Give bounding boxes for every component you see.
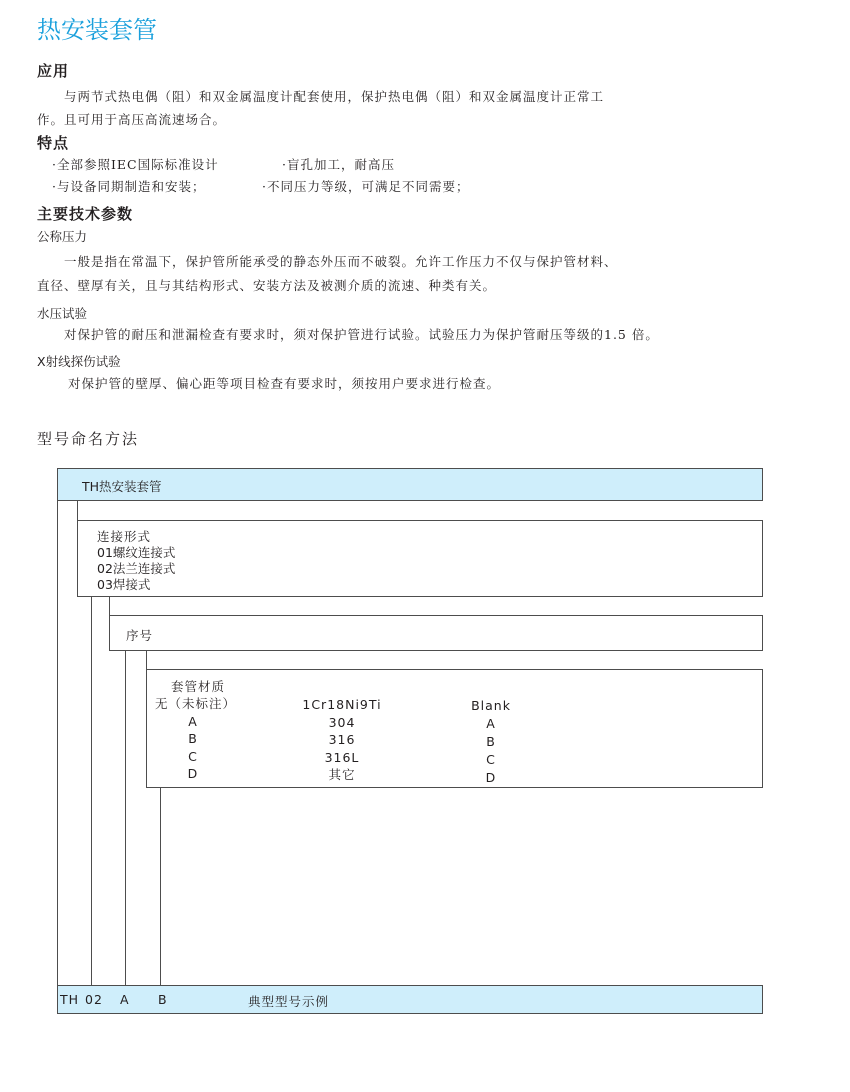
material-name-column: [297, 696, 387, 784]
connection-option: 01螺纹连接式: [97, 545, 176, 560]
connector-line: [160, 787, 161, 988]
material-code: B: [188, 731, 198, 746]
connection-box: [77, 520, 763, 597]
material-code: C: [188, 748, 198, 764]
feature-item: ·不同压力等级，可满足不同需要；: [262, 179, 470, 194]
material-name: 其它: [328, 767, 356, 782]
blank-code: C: [486, 752, 496, 767]
hydro-test-heading: 水压试验: [37, 306, 88, 321]
xray-test-line1: 对保护管的壁厚、偏心距等项目检查有要求时，须按用户要求进行检查。: [68, 376, 501, 391]
material-name: 304: [328, 714, 356, 730]
material-name: 316: [328, 732, 356, 747]
material-code: D: [187, 766, 199, 781]
material-code: 无（未标注）: [155, 696, 237, 711]
example-bar: [57, 985, 763, 1014]
connector-line: [125, 650, 126, 988]
connection-option: 02法兰连接式: [97, 561, 176, 576]
feature-item: ·全部参照IEC国际标准设计: [52, 157, 219, 172]
material-code-column: [155, 695, 237, 783]
example-label: 典型型号示例: [248, 994, 330, 1009]
material-box: [146, 669, 763, 788]
feature-item: ·与设备同期制造和安装；: [52, 179, 206, 194]
nominal-pressure-line1: 一般是指在常温下，保护管所能承受的静态外压而不破裂。允许工作压力不仅与保护管材料、: [64, 254, 618, 269]
application-text-line2: 作。且可用于高压高流速场合。: [37, 112, 227, 127]
features-heading: 特点: [37, 134, 70, 152]
serial-box: [109, 615, 763, 651]
blank-code-column: [459, 697, 523, 787]
connection-option: 03焊接式: [97, 577, 151, 592]
connector-line: [109, 596, 110, 616]
connection-title: 连接形式: [97, 529, 152, 544]
material-title: 套管材质: [171, 679, 226, 694]
blank-code: B: [486, 734, 496, 749]
blank-code: Blank: [471, 698, 511, 713]
example-code: TH: [60, 992, 80, 1007]
example-code: 02: [85, 992, 103, 1007]
connector-line: [146, 650, 147, 670]
page-title: 热安装套管: [37, 16, 157, 44]
model-top-label: TH热安装套管: [82, 479, 162, 494]
material-code: A: [188, 713, 198, 729]
application-heading: 应用: [37, 62, 70, 80]
connector-line: [77, 500, 78, 521]
example-code: A: [120, 992, 130, 1007]
blank-code: A: [486, 716, 496, 731]
params-heading: 主要技术参数: [37, 205, 134, 223]
hydro-test-line1: 对保护管的耐压和泄漏检查有要求时，须对保护管进行试验。试验压力为保护管耐压等级的1.5 倍。: [64, 327, 659, 342]
blank-code: D: [485, 770, 497, 785]
application-text-line1: 与两节式热电偶（阻）和双金属温度计配套使用，保护热电偶（阻）和双金属温度计正常工: [64, 89, 605, 104]
nominal-pressure-heading: 公称压力: [37, 229, 88, 244]
connector-line: [57, 500, 58, 988]
model-heading: 型号命名方法: [37, 430, 140, 448]
model-top-bar: [57, 468, 763, 501]
xray-test-heading: X射线探伤试验: [37, 354, 121, 369]
connector-line: [91, 596, 92, 988]
nominal-pressure-line2: 直径、壁厚有关，且与其结构形式、安装方法及被测介质的流速、种类有关。: [37, 278, 497, 293]
feature-item: ·盲孔加工，耐高压: [282, 157, 395, 172]
material-name: 1Cr18Ni9Ti: [302, 697, 382, 712]
material-name: 316L: [324, 749, 360, 765]
example-code: B: [158, 992, 168, 1007]
serial-title: 序号: [126, 628, 154, 643]
